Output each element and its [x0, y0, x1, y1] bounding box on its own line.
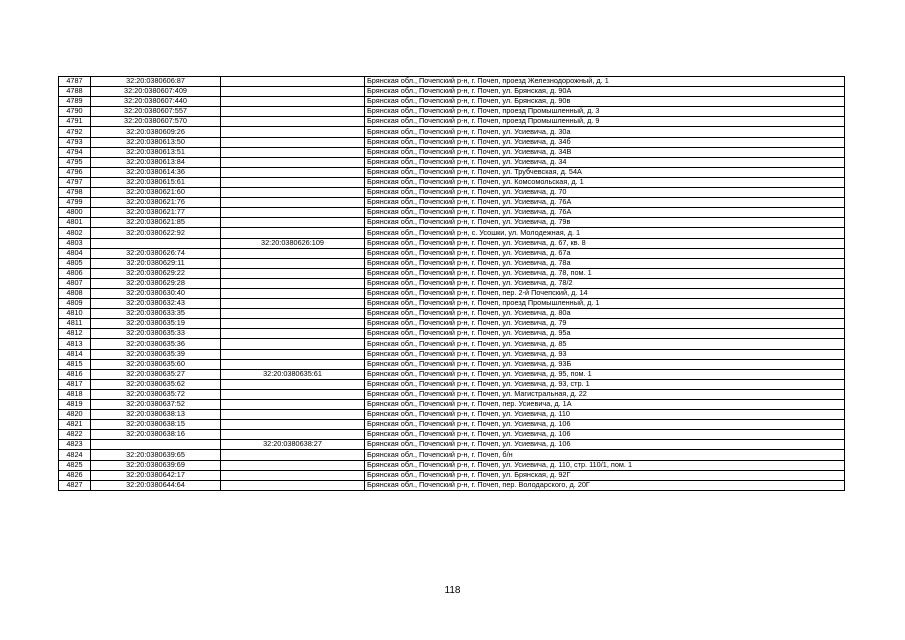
table-row [59, 137, 845, 147]
cadastral-number-cell: 32:20:0380629:28 [91, 278, 221, 288]
row-number-cell: 4825 [59, 460, 91, 470]
linked-cadastral-number-cell [221, 430, 365, 440]
row-number-cell: 4818 [59, 389, 91, 399]
address-cell: Брянская обл., Почепский р-н, г. Почеп, ул. Усиевича, д. 95а [365, 329, 845, 339]
row-number-cell: 4812 [59, 329, 91, 339]
cadastral-number-cell: 32:20:0380637:52 [91, 400, 221, 410]
linked-cadastral-number-cell [221, 228, 365, 238]
row-number-cell: 4793 [59, 137, 91, 147]
table-row [59, 460, 845, 470]
cadastral-number-cell: 32:20:0380635:62 [91, 379, 221, 389]
table-row [59, 208, 845, 218]
cadastral-number-cell: 32:20:0380635:27 [91, 369, 221, 379]
table-row [59, 157, 845, 167]
table-row [59, 299, 845, 309]
linked-cadastral-number-cell [221, 218, 365, 228]
table-row [59, 228, 845, 238]
address-cell: Брянская обл., Почепский р-н, г. Почеп, ул. Усиевича, д. 34б [365, 137, 845, 147]
linked-cadastral-number-cell [221, 117, 365, 127]
row-number-cell: 4795 [59, 157, 91, 167]
table-row [59, 319, 845, 329]
cadastral-number-cell: 32:20:0380639:69 [91, 460, 221, 470]
address-cell: Брянская обл., Почепский р-н, г. Почеп, ул. Усиевича, д. 110, стр. 110/1, пом. 1 [365, 460, 845, 470]
address-cell: Брянская обл., Почепский р-н, г. Почеп, проезд Промышленный, д. 9 [365, 117, 845, 127]
address-cell: Брянская обл., Почепский р-н, г. Почеп, ул. Усиевича, д. 78/2 [365, 278, 845, 288]
cadastral-number-cell: 32:20:0380635:39 [91, 349, 221, 359]
linked-cadastral-number-cell [221, 147, 365, 157]
address-cell: Брянская обл., Почепский р-н, г. Почеп, пер. Усиевича, д. 1А [365, 400, 845, 410]
cadastral-number-cell [91, 238, 221, 248]
cadastral-number-cell: 32:20:0380621:77 [91, 208, 221, 218]
address-cell: Брянская обл., Почепский р-н, г. Почеп, ул. Усиевича, д. 106 [365, 420, 845, 430]
cadastral-number-cell: 32:20:0380606:87 [91, 77, 221, 87]
cadastral-number-cell: 32:20:0380613:51 [91, 147, 221, 157]
linked-cadastral-number-cell [221, 278, 365, 288]
linked-cadastral-number-cell [221, 410, 365, 420]
linked-cadastral-number-cell [221, 77, 365, 87]
page-number: 118 [444, 585, 461, 596]
address-cell: Брянская обл., Почепский р-н, с. Усошки, ул. Молодежная, д. 1 [365, 228, 845, 238]
row-number-cell: 4807 [59, 278, 91, 288]
cadastral-number-cell: 32:20:0380607:440 [91, 97, 221, 107]
cadastral-number-cell: 32:20:0380632:43 [91, 299, 221, 309]
row-number-cell: 4797 [59, 177, 91, 187]
row-number-cell: 4789 [59, 97, 91, 107]
address-cell: Брянская обл., Почепский р-н, г. Почеп, проезд Железнодорожный, д. 1 [365, 77, 845, 87]
address-cell: Брянская обл., Почепский р-н, г. Почеп, ул. Усиевича, д. 80а [365, 309, 845, 319]
table-row [59, 147, 845, 157]
address-cell: Брянская обл., Почепский р-н, г. Почеп, ул. Усиевича, д. 110 [365, 410, 845, 420]
property-table-body [59, 77, 845, 491]
cadastral-number-cell: 32:20:0380621:85 [91, 218, 221, 228]
row-number-cell: 4791 [59, 117, 91, 127]
table-row [59, 188, 845, 198]
address-cell: Брянская обл., Почепский р-н, г. Почеп, ул. Усиевича, д. 85 [365, 339, 845, 349]
linked-cadastral-number-cell [221, 288, 365, 298]
table-row [59, 198, 845, 208]
row-number-cell: 4796 [59, 167, 91, 177]
row-number-cell: 4815 [59, 359, 91, 369]
cadastral-number-cell: 32:20:0380635:36 [91, 339, 221, 349]
row-number-cell: 4826 [59, 470, 91, 480]
linked-cadastral-number-cell [221, 107, 365, 117]
table-row [59, 440, 845, 450]
linked-cadastral-number-cell: 32:20:0380635:61 [221, 369, 365, 379]
address-cell: Брянская обл., Почепский р-н, г. Почеп, ул. Усиевича, д. 30а [365, 127, 845, 137]
table-row [59, 97, 845, 107]
table-row [59, 470, 845, 480]
linked-cadastral-number-cell [221, 127, 365, 137]
address-cell: Брянская обл., Почепский р-н, г. Почеп, ул. Брянская, д. 90А [365, 87, 845, 97]
table-row [59, 450, 845, 460]
cadastral-number-cell: 32:20:0380622:92 [91, 228, 221, 238]
row-number-cell: 4811 [59, 319, 91, 329]
address-cell: Брянская обл., Почепский р-н, г. Почеп, проезд Промышленный, д. 3 [365, 107, 845, 117]
address-cell: Брянская обл., Почепский р-н, г. Почеп, ул. Усиевича, д. 78а [365, 258, 845, 268]
address-cell: Брянская обл., Почепский р-н, г. Почеп, ул. Брянская, д. 90в [365, 97, 845, 107]
table-row [59, 420, 845, 430]
row-number-cell: 4814 [59, 349, 91, 359]
row-number-cell: 4792 [59, 127, 91, 137]
linked-cadastral-number-cell [221, 198, 365, 208]
linked-cadastral-number-cell [221, 208, 365, 218]
address-cell: Брянская обл., Почепский р-н, г. Почеп, ул. Усиевича, д. 93, стр. 1 [365, 379, 845, 389]
linked-cadastral-number-cell [221, 460, 365, 470]
row-number-cell: 4806 [59, 268, 91, 278]
row-number-cell: 4803 [59, 238, 91, 248]
linked-cadastral-number-cell [221, 359, 365, 369]
cadastral-number-cell: 32:20:0380635:19 [91, 319, 221, 329]
linked-cadastral-number-cell [221, 450, 365, 460]
row-number-cell: 4823 [59, 440, 91, 450]
cadastral-number-cell: 32:20:0380644:64 [91, 480, 221, 490]
row-number-cell: 4813 [59, 339, 91, 349]
cadastral-number-cell: 32:20:0380638:16 [91, 430, 221, 440]
linked-cadastral-number-cell [221, 379, 365, 389]
linked-cadastral-number-cell [221, 420, 365, 430]
address-cell: Брянская обл., Почепский р-н, г. Почеп, ул. Усиевича, д. 34В [365, 147, 845, 157]
linked-cadastral-number-cell [221, 389, 365, 399]
linked-cadastral-number-cell [221, 177, 365, 187]
linked-cadastral-number-cell [221, 319, 365, 329]
row-number-cell: 4801 [59, 218, 91, 228]
row-number-cell: 4800 [59, 208, 91, 218]
linked-cadastral-number-cell [221, 188, 365, 198]
cadastral-number-cell: 32:20:0380633:35 [91, 309, 221, 319]
cadastral-number-cell: 32:20:0380613:50 [91, 137, 221, 147]
table-row [59, 268, 845, 278]
address-cell: Брянская обл., Почепский р-н, г. Почеп, ул. Усиевича, д. 106 [365, 440, 845, 450]
row-number-cell: 4816 [59, 369, 91, 379]
cadastral-number-cell: 32:20:0380607:570 [91, 117, 221, 127]
address-cell: Брянская обл., Почепский р-н, г. Почеп, ул. Усиевича, д. 93 [365, 349, 845, 359]
cadastral-number-cell: 32:20:0380621:60 [91, 188, 221, 198]
linked-cadastral-number-cell [221, 167, 365, 177]
table-row [59, 480, 845, 490]
cadastral-number-cell [91, 440, 221, 450]
table-row [59, 278, 845, 288]
address-cell: Брянская обл., Почепский р-н, г. Почеп, б/н [365, 450, 845, 460]
cadastral-number-cell: 32:20:0380613:84 [91, 157, 221, 167]
cadastral-number-cell: 32:20:0380626:74 [91, 248, 221, 258]
linked-cadastral-number-cell [221, 400, 365, 410]
table-row [59, 107, 845, 117]
row-number-cell: 4794 [59, 147, 91, 157]
cadastral-number-cell: 32:20:0380615:61 [91, 177, 221, 187]
table-row [59, 389, 845, 399]
table-row [59, 167, 845, 177]
table-row [59, 127, 845, 137]
address-cell: Брянская обл., Почепский р-н, г. Почеп, ул. Усиевича, д. 79 [365, 319, 845, 329]
address-cell: Брянская обл., Почепский р-н, г. Почеп, ул. Усиевича, д. 79в [365, 218, 845, 228]
cadastral-number-cell: 32:20:0380621:76 [91, 198, 221, 208]
address-cell: Брянская обл., Почепский р-н, г. Почеп, пер. 2-й Почепский, д. 14 [365, 288, 845, 298]
address-cell: Брянская обл., Почепский р-н, г. Почеп, ул. Усиевича, д. 76А [365, 208, 845, 218]
row-number-cell: 4799 [59, 198, 91, 208]
row-number-cell: 4802 [59, 228, 91, 238]
linked-cadastral-number-cell [221, 157, 365, 167]
cadastral-number-cell: 32:20:0380609:26 [91, 127, 221, 137]
row-number-cell: 4819 [59, 400, 91, 410]
cadastral-number-cell: 32:20:0380614:36 [91, 167, 221, 177]
cadastral-number-cell: 32:20:0380642:17 [91, 470, 221, 480]
address-cell: Брянская обл., Почепский р-н, г. Почеп, ул. Усиевича, д. 106 [365, 430, 845, 440]
linked-cadastral-number-cell [221, 258, 365, 268]
address-cell: Брянская обл., Почепский р-н, г. Почеп, ул. Усиевича, д. 93Б [365, 359, 845, 369]
address-cell: Брянская обл., Почепский р-н, г. Почеп, ул. Усиевича, д. 34 [365, 157, 845, 167]
linked-cadastral-number-cell [221, 299, 365, 309]
cadastral-number-cell: 32:20:0380607:557 [91, 107, 221, 117]
table-row [59, 369, 845, 379]
cadastral-number-cell: 32:20:0380635:33 [91, 329, 221, 339]
row-number-cell: 4809 [59, 299, 91, 309]
table-row [59, 309, 845, 319]
cadastral-number-cell: 32:20:0380638:15 [91, 420, 221, 430]
row-number-cell: 4820 [59, 410, 91, 420]
row-number-cell: 4788 [59, 87, 91, 97]
table-row [59, 339, 845, 349]
table-row [59, 410, 845, 420]
table-row [59, 87, 845, 97]
cadastral-number-cell: 32:20:0380607:409 [91, 87, 221, 97]
address-cell: Брянская обл., Почепский р-н, г. Почеп, ул. Трубчевская, д. 54А [365, 167, 845, 177]
linked-cadastral-number-cell [221, 309, 365, 319]
linked-cadastral-number-cell [221, 97, 365, 107]
linked-cadastral-number-cell [221, 268, 365, 278]
row-number-cell: 4790 [59, 107, 91, 117]
row-number-cell: 4824 [59, 450, 91, 460]
linked-cadastral-number-cell [221, 480, 365, 490]
row-number-cell: 4827 [59, 480, 91, 490]
property-table [58, 76, 845, 491]
linked-cadastral-number-cell [221, 339, 365, 349]
address-cell: Брянская обл., Почепский р-н, г. Почеп, ул. Усиевича, д. 78, пом. 1 [365, 268, 845, 278]
cadastral-number-cell: 32:20:0380629:22 [91, 268, 221, 278]
address-cell: Брянская обл., Почепский р-н, г. Почеп, ул. Усиевича, д. 67а [365, 248, 845, 258]
row-number-cell: 4822 [59, 430, 91, 440]
address-cell: Брянская обл., Почепский р-н, г. Почеп, ул. Магистральная, д. 22 [365, 389, 845, 399]
table-row [59, 349, 845, 359]
table-row [59, 258, 845, 268]
table-row [59, 359, 845, 369]
cadastral-number-cell: 32:20:0380638:13 [91, 410, 221, 420]
table-row [59, 329, 845, 339]
address-cell: Брянская обл., Почепский р-н, г. Почеп, ул. Усиевича, д. 70 [365, 188, 845, 198]
address-cell: Брянская обл., Почепский р-н, г. Почеп, ул. Усиевича, д. 67, кв. 8 [365, 238, 845, 248]
cadastral-number-cell: 32:20:0380635:72 [91, 389, 221, 399]
table-row [59, 430, 845, 440]
cadastral-number-cell: 32:20:0380635:60 [91, 359, 221, 369]
address-cell: Брянская обл., Почепский р-н, г. Почеп, пер. Володарского, д. 20Г [365, 480, 845, 490]
row-number-cell: 4808 [59, 288, 91, 298]
address-cell: Брянская обл., Почепский р-н, г. Почеп, ул. Усиевича, д. 76А [365, 198, 845, 208]
address-cell: Брянская обл., Почепский р-н, г. Почеп, проезд Промышленный, д. 1 [365, 299, 845, 309]
linked-cadastral-number-cell: 32:20:0380638:27 [221, 440, 365, 450]
row-number-cell: 4804 [59, 248, 91, 258]
linked-cadastral-number-cell [221, 470, 365, 480]
table-row [59, 379, 845, 389]
table-row [59, 288, 845, 298]
row-number-cell: 4821 [59, 420, 91, 430]
address-cell: Брянская обл., Почепский р-н, г. Почеп, ул. Усиевича, д. 95, пом. 1 [365, 369, 845, 379]
linked-cadastral-number-cell [221, 349, 365, 359]
table-row [59, 248, 845, 258]
table-row [59, 238, 845, 248]
row-number-cell: 4787 [59, 77, 91, 87]
table-row [59, 77, 845, 87]
row-number-cell: 4798 [59, 188, 91, 198]
address-cell: Брянская обл., Почепский р-н, г. Почеп, ул. Комсомольская, д. 1 [365, 177, 845, 187]
linked-cadastral-number-cell [221, 137, 365, 147]
linked-cadastral-number-cell: 32:20:0380626:109 [221, 238, 365, 248]
linked-cadastral-number-cell [221, 87, 365, 97]
address-cell: Брянская обл., Почепский р-н, г. Почеп, ул. Брянская, д. 92Г [365, 470, 845, 480]
linked-cadastral-number-cell [221, 248, 365, 258]
table-row [59, 218, 845, 228]
row-number-cell: 4805 [59, 258, 91, 268]
cadastral-number-cell: 32:20:0380639:65 [91, 450, 221, 460]
cadastral-number-cell: 32:20:0380630:40 [91, 288, 221, 298]
row-number-cell: 4817 [59, 379, 91, 389]
table-row [59, 400, 845, 410]
row-number-cell: 4810 [59, 309, 91, 319]
cadastral-number-cell: 32:20:0380629:11 [91, 258, 221, 268]
table-row [59, 117, 845, 127]
table-row [59, 177, 845, 187]
linked-cadastral-number-cell [221, 329, 365, 339]
